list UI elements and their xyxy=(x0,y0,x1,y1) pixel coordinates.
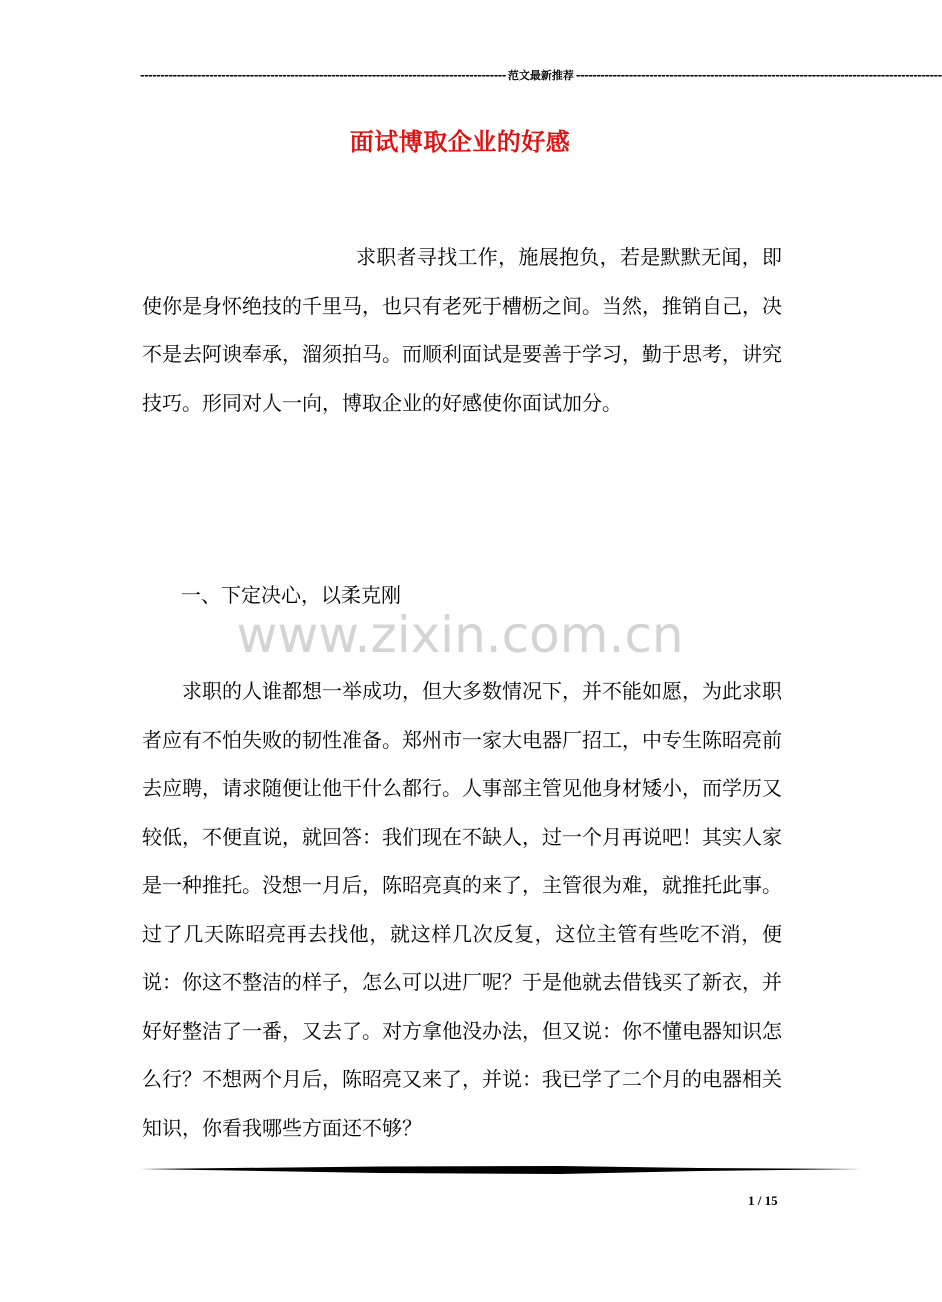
watermark: www.zixin.com.cn xyxy=(236,606,684,664)
footer-rule xyxy=(140,1163,863,1177)
header-dash-left: ------------------------------------------------------------------------------------------ xyxy=(140,69,506,82)
header-banner xyxy=(140,68,942,84)
intro-paragraph: 求职者寻找工作，施展抱负，若是默默无闻，即使你是身怀绝技的千里马，也只有老死于槽枥之间。当然，推销自己，决不是去阿谀奉承，溜须拍马。而顺利面试是要善于学习，勤于思考，讲究技巧。形同对人一向，博取企业的好感使你面试加分。 xyxy=(142,245,782,415)
section-heading: 一、下定决心，以柔克刚 xyxy=(181,583,401,607)
header-label: 范文最新推荐 xyxy=(507,69,574,82)
document-title: 面试博取企业的好感 xyxy=(349,127,571,156)
body-paragraph: 求职的人谁都想一举成功，但大多数情况下，并不能如愿，为此求职者应有不怕失败的韧性准备。郑州市一家大电器厂招工，中专生陈昭亮前去应聘，请求随便让他干什么都行。人事部主管见他身材矮小，而学历又较低，不便直说，就回答：我们现在不缺人，过一个月再说吧！其实人家是一种推托。没想一月后，陈昭亮真的来了，主管很为难，就推托此事。过了几天陈昭亮再去找他，就这样几次反复，这位主管有些吃不消，便说：你这不整洁的样子，怎么可以进厂呢？于是他就去借钱买了新衣，并好好整洁了一番，又去了。对方拿他没办法，但又说：你不懂电器知识怎么行？不想两个月后，陈昭亮又来了，并说：我已学了二个月的电器相关知识，你看我哪些方面还不够？ xyxy=(142,679,782,1140)
header-dash-right: ------------------------------------------------------------------------------------------ xyxy=(575,69,942,82)
page-number: 1 / 15 xyxy=(748,1193,778,1208)
